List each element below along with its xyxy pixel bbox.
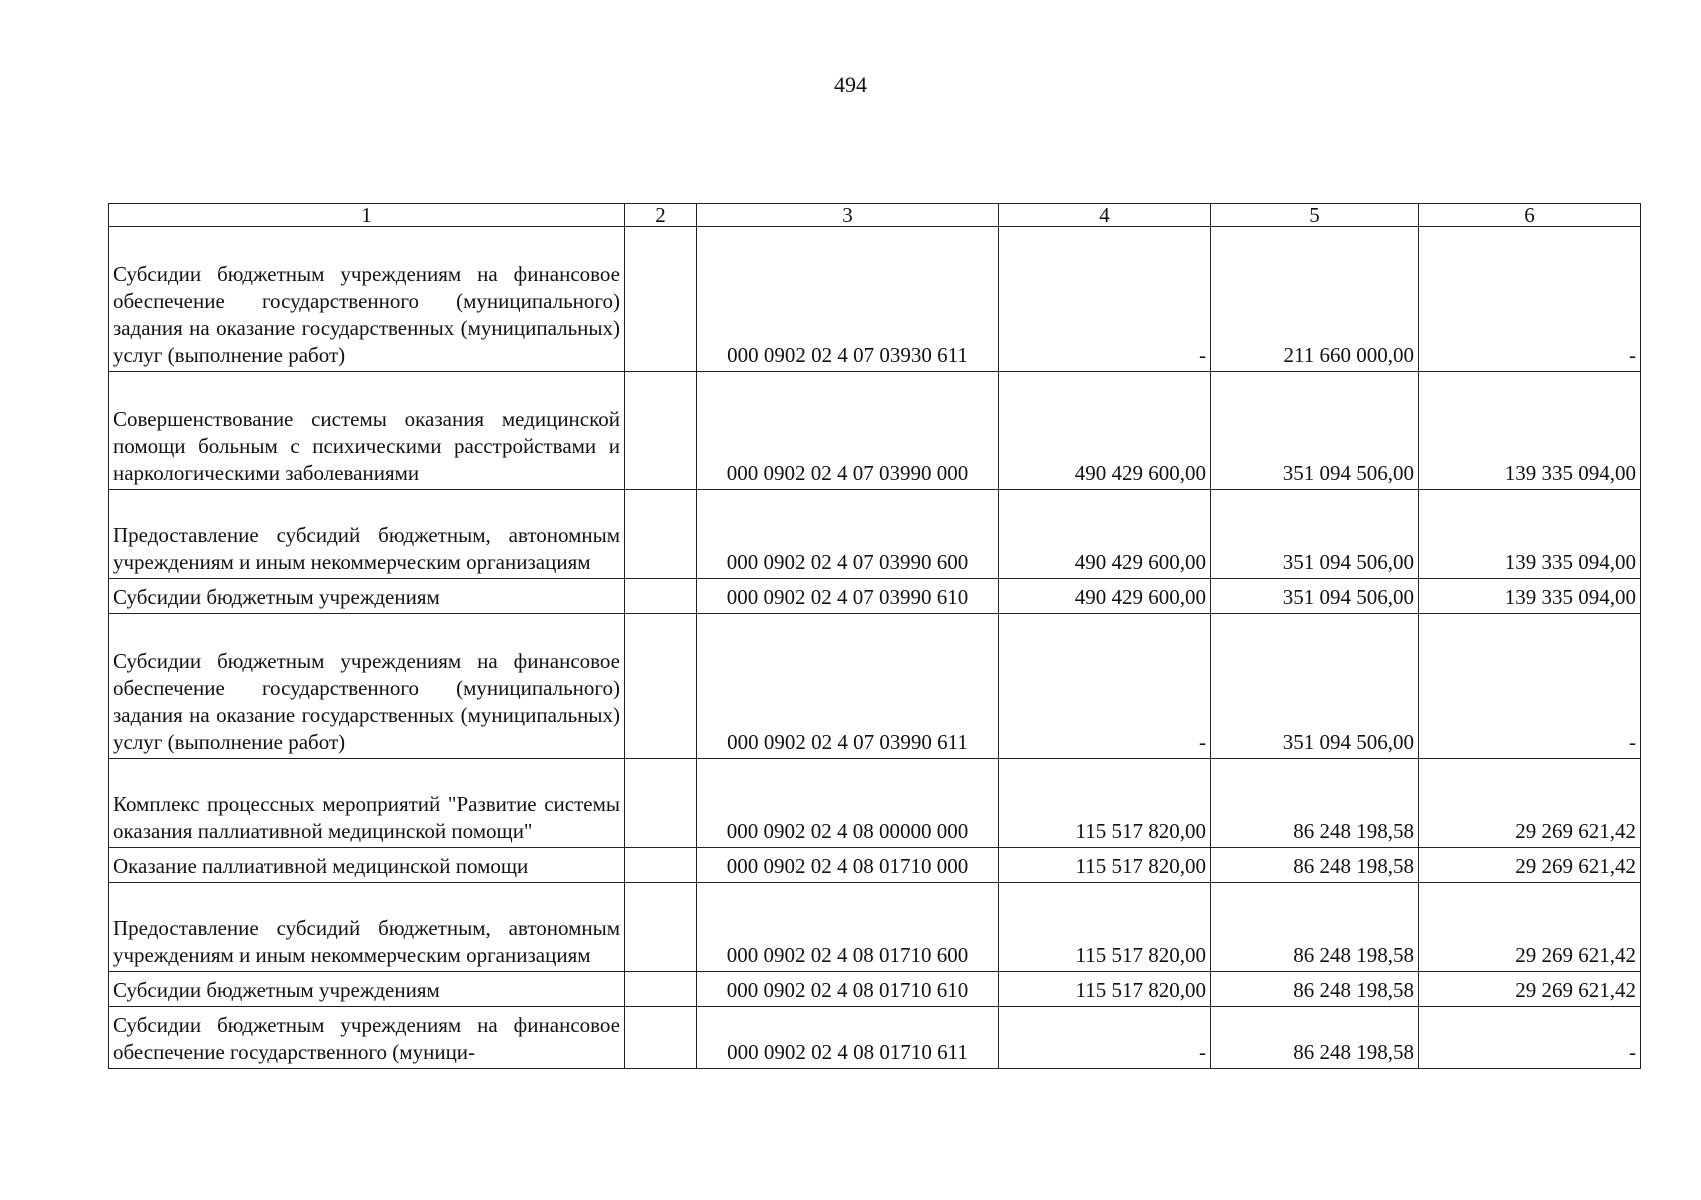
table-row bbox=[109, 972, 1641, 1007]
row-col2-cell bbox=[625, 883, 697, 972]
row-col2-cell bbox=[625, 490, 697, 579]
table-row bbox=[109, 227, 1641, 372]
row-col2-cell bbox=[625, 372, 697, 490]
row-col6-cell: - bbox=[1419, 614, 1641, 759]
row-col5-cell: 351 094 506,00 bbox=[1211, 614, 1419, 759]
table-row bbox=[109, 614, 1641, 759]
table-row bbox=[109, 759, 1641, 848]
row-col5-cell: 86 248 198,58 bbox=[1211, 848, 1419, 883]
row-name-cell: Совершенствование системы оказания медицинской помощи больным с психическими расстройствами и наркологическими заболеваниями bbox=[109, 372, 625, 490]
row-col4-cell: 490 429 600,00 bbox=[999, 490, 1211, 579]
row-col6-cell: 139 335 094,00 bbox=[1419, 372, 1641, 490]
row-col4-cell: 115 517 820,00 bbox=[999, 883, 1211, 972]
table-row bbox=[109, 1007, 1641, 1069]
row-name-cell: Комплекс процессных мероприятий "Развитие системы оказания паллиативной медицинской помощи" bbox=[109, 759, 625, 848]
table-header-row bbox=[109, 204, 1641, 227]
row-code-cell: 000 0902 02 4 07 03990 610 bbox=[697, 579, 999, 614]
column-header: 6 bbox=[1419, 204, 1641, 227]
row-col4-cell: - bbox=[999, 1007, 1211, 1069]
row-col2-cell bbox=[625, 614, 697, 759]
row-col2-cell bbox=[625, 759, 697, 848]
row-name-cell: Субсидии бюджетным учреждениям bbox=[109, 972, 625, 1007]
row-col5-cell: 86 248 198,58 bbox=[1211, 1007, 1419, 1069]
row-code-cell: 000 0902 02 4 07 03990 611 bbox=[697, 614, 999, 759]
row-col6-cell: 29 269 621,42 bbox=[1419, 972, 1641, 1007]
row-name-cell: Предоставление субсидий бюджетным, автономным учреждениям и иным некоммерческим организациям bbox=[109, 490, 625, 579]
row-col2-cell bbox=[625, 579, 697, 614]
row-col4-cell: 115 517 820,00 bbox=[999, 759, 1211, 848]
page-number: 494 bbox=[834, 72, 867, 97]
row-col5-cell: 211 660 000,00 bbox=[1211, 227, 1419, 372]
row-col6-cell: 29 269 621,42 bbox=[1419, 759, 1641, 848]
row-col4-cell: 115 517 820,00 bbox=[999, 848, 1211, 883]
row-name-cell: Субсидии бюджетным учреждениям bbox=[109, 579, 625, 614]
row-code-cell: 000 0902 02 4 08 01710 600 bbox=[697, 883, 999, 972]
row-col6-cell: 29 269 621,42 bbox=[1419, 883, 1641, 972]
row-col6-cell: 139 335 094,00 bbox=[1419, 490, 1641, 579]
row-code-cell: 000 0902 02 4 07 03990 000 bbox=[697, 372, 999, 490]
row-col6-cell: 29 269 621,42 bbox=[1419, 848, 1641, 883]
table-row bbox=[109, 490, 1641, 579]
row-name-cell: Субсидии бюджетным учреждениям на финансовое обеспечение государственного (муници- bbox=[109, 1007, 625, 1069]
row-code-cell: 000 0902 02 4 07 03930 611 bbox=[697, 227, 999, 372]
row-col5-cell: 351 094 506,00 bbox=[1211, 372, 1419, 490]
row-col5-cell: 86 248 198,58 bbox=[1211, 972, 1419, 1007]
table-row bbox=[109, 848, 1641, 883]
row-col6-cell: - bbox=[1419, 1007, 1641, 1069]
row-code-cell: 000 0902 02 4 08 01710 611 bbox=[697, 1007, 999, 1069]
row-col4-cell: 115 517 820,00 bbox=[999, 972, 1211, 1007]
table-row bbox=[109, 883, 1641, 972]
row-name-cell: Предоставление субсидий бюджетным, автономным учреждениям и иным некоммерческим организациям bbox=[109, 883, 625, 972]
row-col4-cell: - bbox=[999, 614, 1211, 759]
row-name-cell: Субсидии бюджетным учреждениям на финансовое обеспечение государственного (муниципального) задания на оказание государственных (муниципальных) услуг (выполнение работ) bbox=[109, 614, 625, 759]
row-col5-cell: 351 094 506,00 bbox=[1211, 579, 1419, 614]
budget-table bbox=[108, 203, 1641, 1069]
row-col5-cell: 351 094 506,00 bbox=[1211, 490, 1419, 579]
row-col4-cell: 490 429 600,00 bbox=[999, 579, 1211, 614]
row-code-cell: 000 0902 02 4 07 03990 600 bbox=[697, 490, 999, 579]
row-col5-cell: 86 248 198,58 bbox=[1211, 759, 1419, 848]
table-row bbox=[109, 372, 1641, 490]
row-col2-cell bbox=[625, 848, 697, 883]
table-row bbox=[109, 579, 1641, 614]
row-code-cell: 000 0902 02 4 08 00000 000 bbox=[697, 759, 999, 848]
row-col2-cell bbox=[625, 227, 697, 372]
row-col6-cell: 139 335 094,00 bbox=[1419, 579, 1641, 614]
row-col2-cell bbox=[625, 972, 697, 1007]
row-name-cell: Оказание паллиативной медицинской помощи bbox=[109, 848, 625, 883]
column-header: 3 bbox=[697, 204, 999, 227]
column-header: 4 bbox=[999, 204, 1211, 227]
row-col4-cell: - bbox=[999, 227, 1211, 372]
row-code-cell: 000 0902 02 4 08 01710 610 bbox=[697, 972, 999, 1007]
row-col2-cell bbox=[625, 1007, 697, 1069]
column-header: 2 bbox=[625, 204, 697, 227]
row-code-cell: 000 0902 02 4 08 01710 000 bbox=[697, 848, 999, 883]
row-col5-cell: 86 248 198,58 bbox=[1211, 883, 1419, 972]
column-header: 5 bbox=[1211, 204, 1419, 227]
row-col6-cell: - bbox=[1419, 227, 1641, 372]
column-header: 1 bbox=[109, 204, 625, 227]
row-col4-cell: 490 429 600,00 bbox=[999, 372, 1211, 490]
row-name-cell: Субсидии бюджетным учреждениям на финансовое обеспечение государственного (муниципального) задания на оказание государственных (муниципальных) услуг (выполнение работ) bbox=[109, 227, 625, 372]
